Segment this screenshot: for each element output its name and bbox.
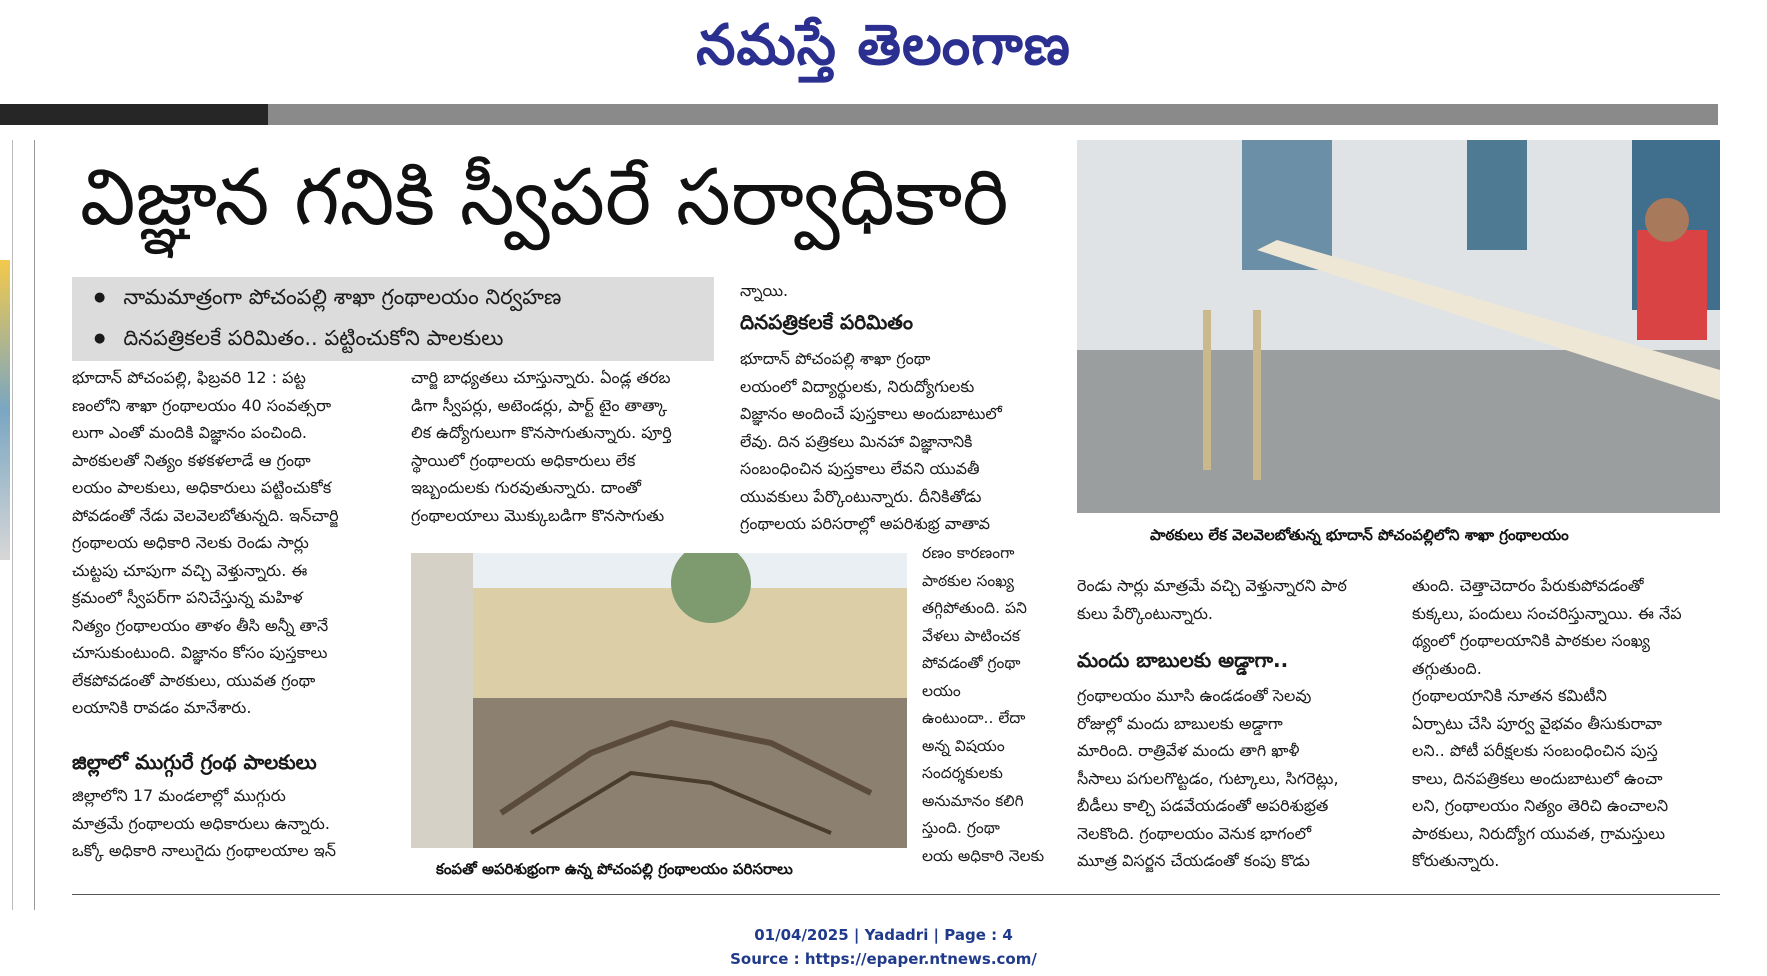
article-text-line: పోవడంతో గ్రంథా — [922, 654, 1021, 672]
photo-illustration — [1077, 140, 1720, 513]
article-text-line: గ్రంథాలయం మూసి ఉండడంతో సెలవు — [1077, 686, 1312, 705]
article-text-line: కాలు, దినపత్రికలు అందుబాటులో ఉంచా — [1412, 768, 1663, 788]
article-text-line: లయంలో విద్యార్థులకు, నిరుద్యోగులకు — [740, 376, 975, 396]
article-text-line: లేవు. దిన పత్రికలు మినహా విజ్ఞానానికి — [740, 431, 973, 451]
article-text-line: కులు పేర్కొంటున్నారు. — [1077, 603, 1214, 623]
subhead-newspapers-only: దినపత్రికలకే పరిమితం — [740, 310, 913, 334]
article-text-line: చుట్టపు చూపుగా వచ్చి వెళ్తున్నారు. ఈ — [72, 560, 308, 580]
article-text-line: బీడీలు కాల్చి పడవేయడంతో అపరిశుభ్రత — [1077, 796, 1329, 815]
article-text-line: రెండు సార్లు మాత్రమే వచ్చి వెళ్తున్నారని పాఠ — [1077, 576, 1347, 595]
article-text-line: రోజుల్లో మందు బాబులకు అడ్డాగా — [1077, 713, 1283, 733]
article-text-line: భూదాన్ పోచంపల్లి శాఖా గ్రంథా — [740, 349, 931, 368]
article-text-line: అనుమానం కలిగి — [922, 791, 1024, 810]
article-text-line: తగ్గుతుంది. — [1412, 658, 1482, 678]
article-text-line: పాఠకుల సంఖ్య — [922, 571, 1014, 590]
article-text-line: పాఠకులు, నిరుద్యోగ యువత, గ్రామస్తులు — [1412, 823, 1666, 843]
article-text-line: యువకులు పేర్కొంటున్నారు. దీనికితోడు — [740, 486, 982, 506]
article-text-line: విజ్ఞానం అందించే పుస్తకాలు అందుబాటులో — [740, 404, 1002, 423]
subhead-drinkers-den: మందు బాబులకు అడ్డాగా.. — [1077, 648, 1289, 672]
article-text-line: లిక ఉద్యోగులుగా కొనసాగుతున్నారు. పూర్తి — [411, 423, 672, 442]
article-text-line: లని, గ్రంథాలయం నిత్యం తెరిచి ఉంచాలని — [1412, 796, 1669, 815]
article-text-line: ఇబ్బందులకు గురవుతున్నారు. దాంతో — [411, 478, 641, 497]
article-text-line: మాత్రమే గ్రంథాలయ అధికారులు ఉన్నారు. — [72, 813, 330, 833]
column-3-top-text: న్నాయి. — [740, 281, 789, 300]
photo-caption-interior: పాఠకులు లేక వెలవెలబోతున్న భూదాన్ పోచంపల్లిలోని శాఖా గ్రంథాలయం — [1150, 526, 1569, 544]
article-text-line: సందర్శకులకు — [922, 764, 1003, 782]
article-text-line: రణం కారణంగా — [922, 544, 1015, 562]
article-text-line: కోరుతున్నారు. — [1412, 851, 1500, 870]
article-text-line: లయం పాలకులు, అధికారులు పట్టించుకోక — [72, 478, 332, 497]
article-text-line: గ్రంథాలయాలు మొక్కుబడిగా కొనసాగుతు — [411, 505, 665, 525]
photo-illustration — [411, 553, 907, 848]
article-column-4 — [1077, 572, 1387, 627]
newspaper-logo: నమస్తే తెలంగాణ — [696, 12, 1071, 78]
article-text-line: ఒక్కో అధికారి నాలుగైదు గ్రంథాలయాల ఇన్ — [72, 841, 336, 860]
header-rule-dark — [0, 104, 268, 125]
article-text-line: మూత్ర విసర్జన చేయడంతో కంపు కొడు — [1077, 851, 1310, 870]
article-text-line: గ్రంథాలయానికి నూతన కమిటీని — [1412, 686, 1607, 705]
article-text-line: స్తుంది. గ్రంథా — [922, 819, 1000, 837]
article-text-line: లయానికి రావడం మానేశారు. — [72, 698, 252, 717]
article-text-line: ణంలోని శాఖా గ్రంథాలయం 40 సంవత్సరా — [72, 395, 332, 415]
masthead — [0, 0, 1767, 100]
article-text-line: లేకపోవడంతో పాఠకులు, యువత గ్రంథా — [72, 670, 316, 690]
page-bottom-rule — [72, 894, 1720, 895]
article-text-line: లని.. పోటీ పరీక్షలకు సంబంధించిన పుస్త — [1412, 741, 1658, 760]
article-text-line: నెలకొంది. గ్రంథాలయం వెనుక భాగంలో — [1077, 823, 1312, 843]
article-text-line: తగ్గిపోతుంది. పని — [922, 599, 1027, 617]
article-text-line: భూదాన్ పోచంపల్లి, ఫిబ్రవరి 12 : పట్ట — [72, 368, 306, 387]
photo-caption-surroundings: కంపతో అపరిశుభ్రంగా ఉన్న పోచంపల్లి గ్రంథాలయం పరిసరాలు — [436, 860, 793, 878]
article-text-line: పోవడంతో నేడు వెలవెలబోతున్నది. ఇన్‌చార్జి — [72, 505, 339, 525]
source-url: Source : https://epaper.ntnews.com/ — [730, 950, 1037, 968]
article-text-line: తుంది. చెత్తాచెదారం పేరుకుపోవడంతో — [1412, 576, 1644, 595]
article-text-line: మారింది. రాత్రివేళ మందు తాగి ఖాళీ — [1077, 741, 1300, 760]
article-column-1 — [72, 364, 382, 722]
article-text-line: లుగా ఎంతో మందికి విజ్ఞానం పంచింది. — [72, 423, 307, 442]
header-rule-grey — [268, 104, 1718, 125]
article-column-1-continued — [72, 782, 382, 865]
article-text-line: లయం — [922, 681, 961, 700]
article-text-line: గ్రంథాలయ అధికారి నెలకు రెండు సార్లు — [72, 533, 309, 552]
article-column-3-continued — [922, 540, 1050, 870]
deck-bullet: ● నామమాత్రంగా పోచంపల్లి శాఖా గ్రంథాలయం నిర్వహణ — [72, 277, 714, 318]
article-text-line: ఉంటుందా.. లేదా — [922, 709, 1026, 727]
article-text-line: సీసాలు పగులగొట్టడం, గుట్కాలు, సిగరెట్లు, — [1077, 768, 1339, 788]
article-text-line: ఏర్పాటు చేసి పూర్వ వైభవం తీసుకురావా — [1412, 713, 1662, 733]
article-text-line: వేళలు పాటించక — [922, 626, 1020, 645]
article-column-5 — [1412, 572, 1720, 875]
adjacent-page-strip — [0, 140, 13, 910]
article-text-line: సంబంధించిన పుస్తకాలు లేవని యువతీ — [740, 459, 980, 478]
library-interior-photo — [1077, 140, 1720, 513]
subhead-librarians: జిల్లాలో ముగ్గురే గ్రంథ పాలకులు — [72, 750, 317, 774]
edition-info: 01/04/2025 | Yadadri | Page : 4 — [754, 926, 1013, 944]
article-text-line: స్థాయిలో గ్రంథాలయ అధికారులు లేక — [411, 450, 636, 470]
article-column-3 — [740, 345, 1050, 538]
article-text-line: అన్న విషయం — [922, 736, 1005, 755]
column-divider — [34, 140, 35, 910]
article-headline: విజ్ఞాన గనికి స్వీపరే సర్వాధికారి — [80, 153, 1009, 243]
article-column-4-continued — [1077, 682, 1387, 875]
article-text-line: డిగా స్వీపర్లు, అటెండర్లు, పార్ట్ టైం తాత్కా — [411, 395, 668, 415]
article-deck — [72, 277, 714, 361]
deck-bullet: ● దినపత్రికలకే పరిమితం.. పట్టించుకోని పాలకులు — [72, 318, 714, 359]
article-text-line: పాఠకులతో నిత్యం కళకళలాడే ఆ గ్రంథా — [72, 450, 311, 470]
library-surroundings-photo — [411, 553, 907, 848]
article-text-line: క్రమంలో స్వీపర్‌గా పనిచేస్తున్న మహిళ — [72, 588, 303, 607]
article-column-2 — [411, 364, 711, 529]
article-text-line: జిల్లాలోని 17 మండలాల్లో ముగ్గురు — [72, 786, 286, 805]
article-text-line: గ్రంథాలయ పరిసరాల్లో అపరిశుభ్ర వాతావ — [740, 514, 990, 533]
article-text-line: లయ అధికారి నెలకు — [922, 846, 1045, 865]
article-text-line: చార్జి బాధ్యతలు చూస్తున్నారు. ఏండ్ల తరబ — [411, 368, 671, 387]
article-text-line: కుక్కలు, పందులు సంచరిస్తున్నాయి. ఈ నేప — [1412, 603, 1682, 623]
article-text-line: చూసుకుంటుంది. విజ్ఞానం కోసం పుస్తకాలు — [72, 643, 328, 662]
article-text-line: థ్యంలో గ్రంథాలయానికి పాఠకుల సంఖ్య — [1412, 631, 1651, 650]
article-text-line: నిత్యం గ్రంథాలయం తాళం తీసి అన్నీ తానే — [72, 615, 329, 635]
